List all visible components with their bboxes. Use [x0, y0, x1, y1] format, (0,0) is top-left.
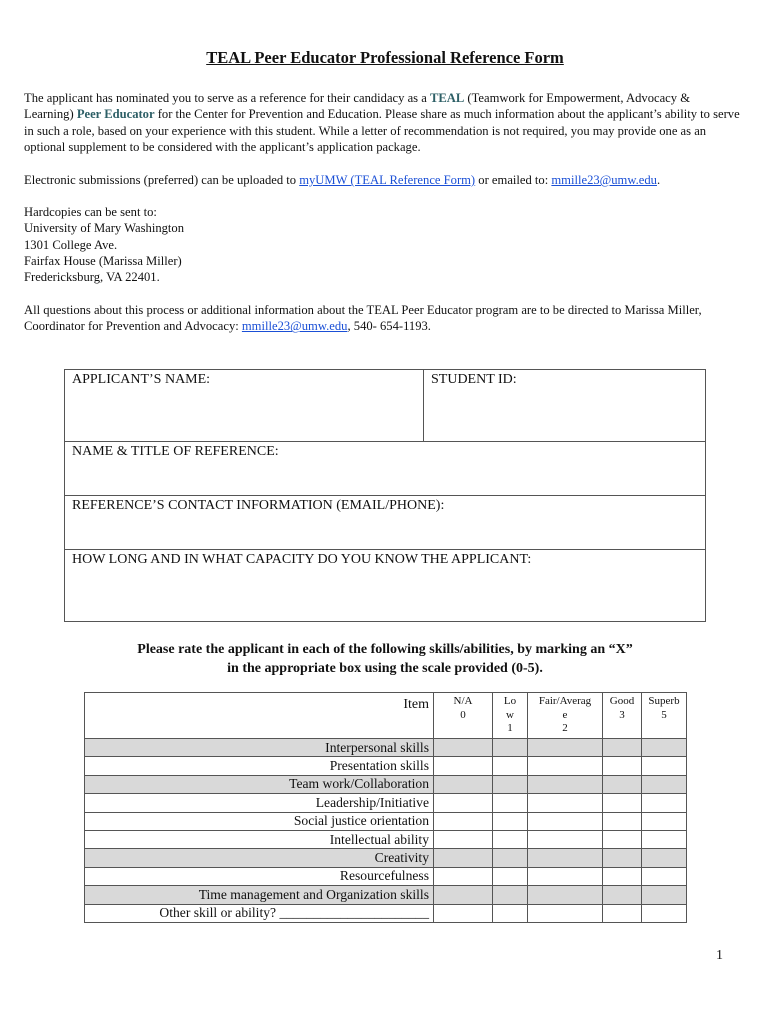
email-link[interactable]: mmille23@umw.edu — [551, 173, 657, 187]
rating-cell-fair[interactable] — [528, 867, 603, 885]
rating-cell-fair[interactable] — [528, 775, 603, 793]
rating-cell-low[interactable] — [493, 904, 528, 922]
skills-rating-table — [84, 692, 687, 923]
skill-label: Presentation skills — [85, 757, 434, 775]
rating-cell-good[interactable] — [603, 849, 642, 867]
rating-cell-low[interactable] — [493, 775, 528, 793]
scale-header-fair: Fair/Averag e 2 — [528, 693, 603, 739]
rating-cell-na[interactable] — [434, 739, 493, 757]
rating-cell-na[interactable] — [434, 757, 493, 775]
rating-cell-good[interactable] — [603, 830, 642, 848]
rating-cell-na[interactable] — [434, 886, 493, 904]
rating-cell-na[interactable] — [434, 830, 493, 848]
intro-paragraph: The applicant has nominated you to serve as a reference for their candidacy as a TEAL (Teamwork for Empowerment, Advocacy & Learning) Peer Educator for the Center for Prevention and Education. Please share as much information about the applicant’s ability to serve in such a role, based on your experience with this student. While a letter of recommendation is not required, you may provide one as an optional supplement to be considered with the applicant’s application package. — [24, 91, 740, 154]
reference-contact-field[interactable]: REFERENCE’S CONTACT INFORMATION (EMAIL/PHONE): — [65, 496, 706, 550]
rating-cell-na[interactable] — [434, 775, 493, 793]
myumw-reference-form-link[interactable]: myUMW (TEAL Reference Form) — [299, 173, 476, 187]
questions-paragraph: All questions about this process or additional information about the TEAL Peer Educator program are to be directed to Marissa Miller, Coordinator for Prevention and Advocacy: mmille23@umw.edu, 540- 654-1193. — [24, 303, 702, 334]
rating-row — [85, 867, 687, 885]
address-line: Fairfax House (Marissa Miller) — [24, 253, 182, 268]
rating-cell-fair[interactable] — [528, 794, 603, 812]
rating-cell-fair[interactable] — [528, 757, 603, 775]
relationship-capacity-field[interactable]: HOW LONG AND IN WHAT CAPACITY DO YOU KNOW THE APPLICANT: — [65, 550, 706, 622]
rating-cell-superb[interactable] — [642, 886, 687, 904]
rating-cell-na[interactable] — [434, 794, 493, 812]
rating-row — [85, 757, 687, 775]
rating-cell-superb[interactable] — [642, 904, 687, 922]
rating-row — [85, 775, 687, 793]
rating-cell-na[interactable] — [434, 812, 493, 830]
rating-cell-fair[interactable] — [528, 886, 603, 904]
hardcopy-address — [24, 204, 740, 285]
rating-cell-good[interactable] — [603, 886, 642, 904]
form-title: TEAL Peer Educator Professional Reference Form — [206, 48, 564, 67]
rating-cell-superb[interactable] — [642, 812, 687, 830]
rating-cell-na[interactable] — [434, 904, 493, 922]
skill-label: Other skill or ability? ______________________ — [85, 904, 434, 922]
rating-cell-superb[interactable] — [642, 757, 687, 775]
scale-header-low: Lo w 1 — [493, 693, 528, 739]
student-id-field[interactable]: STUDENT ID: — [424, 370, 706, 442]
rating-cell-good[interactable] — [603, 757, 642, 775]
rating-cell-superb[interactable] — [642, 739, 687, 757]
rating-cell-fair[interactable] — [528, 812, 603, 830]
applicant-name-field[interactable]: APPLICANT’S NAME: — [65, 370, 424, 442]
rating-cell-low[interactable] — [493, 739, 528, 757]
rating-cell-low[interactable] — [493, 867, 528, 885]
skill-label: Creativity — [85, 849, 434, 867]
rating-cell-fair[interactable] — [528, 830, 603, 848]
rating-cell-good[interactable] — [603, 867, 642, 885]
rating-row — [85, 886, 687, 904]
rating-row — [85, 812, 687, 830]
rating-cell-low[interactable] — [493, 757, 528, 775]
rating-cell-good[interactable] — [603, 794, 642, 812]
rating-cell-low[interactable] — [493, 830, 528, 848]
rating-cell-superb[interactable] — [642, 849, 687, 867]
scale-header-good: Good 3 — [603, 693, 642, 739]
scale-header-na: N/A 0 — [434, 693, 493, 739]
rating-cell-fair[interactable] — [528, 904, 603, 922]
rating-cell-superb[interactable] — [642, 794, 687, 812]
teal-label: TEAL — [429, 91, 465, 105]
rating-row — [85, 904, 687, 922]
rating-cell-na[interactable] — [434, 867, 493, 885]
reference-name-title-field[interactable]: NAME & TITLE OF REFERENCE: — [65, 442, 706, 496]
rating-cell-good[interactable] — [603, 812, 642, 830]
rating-row — [85, 849, 687, 867]
page-number: 1 — [716, 948, 723, 963]
rating-cell-superb[interactable] — [642, 867, 687, 885]
item-header: Item — [85, 693, 434, 739]
address-line: University of Mary Washington — [24, 221, 185, 236]
rating-row — [85, 794, 687, 812]
rating-cell-na[interactable] — [434, 849, 493, 867]
rating-header-row — [85, 693, 687, 739]
scale-header-superb: Superb 5 — [642, 693, 687, 739]
electronic-submission-paragraph: Electronic submissions (preferred) can be uploaded to myUMW (TEAL Reference Form) or emailed to: mmille23@umw.edu. — [24, 173, 661, 187]
rating-row — [85, 739, 687, 757]
rating-cell-fair[interactable] — [528, 849, 603, 867]
address-line: Hardcopies can be sent to: — [24, 205, 157, 219]
peer-educator-label: Peer Educator — [76, 107, 155, 122]
rating-cell-fair[interactable] — [528, 739, 603, 757]
rating-cell-good[interactable] — [603, 904, 642, 922]
rating-instructions: Please rate the applicant in each of the following skills/abilities, by marking an “X” in the appropriate box using the scale provided (0-5). — [137, 642, 633, 676]
skill-label: Social justice orientation — [85, 812, 434, 830]
applicant-info-table — [64, 369, 706, 622]
skill-label: Intellectual ability — [85, 830, 434, 848]
rating-row — [85, 830, 687, 848]
address-line: 1301 College Ave. — [24, 237, 118, 252]
skill-label: Leadership/Initiative — [85, 794, 434, 812]
contact-email-link[interactable]: mmille23@umw.edu — [241, 319, 348, 334]
skill-label: Team work/Collaboration — [85, 775, 434, 793]
skill-label: Resourcefulness — [85, 867, 434, 885]
rating-cell-good[interactable] — [603, 739, 642, 757]
rating-cell-low[interactable] — [493, 886, 528, 904]
rating-cell-low[interactable] — [493, 794, 528, 812]
skill-label: Time management and Organization skills — [85, 886, 434, 904]
address-line: Fredericksburg, VA 22401. — [24, 270, 160, 285]
rating-cell-superb[interactable] — [642, 830, 687, 848]
rating-cell-good[interactable] — [603, 775, 642, 793]
skill-label: Interpersonal skills — [85, 739, 434, 757]
rating-cell-superb[interactable] — [642, 775, 687, 793]
rating-cell-low[interactable] — [493, 812, 528, 830]
rating-cell-low[interactable] — [493, 849, 528, 867]
